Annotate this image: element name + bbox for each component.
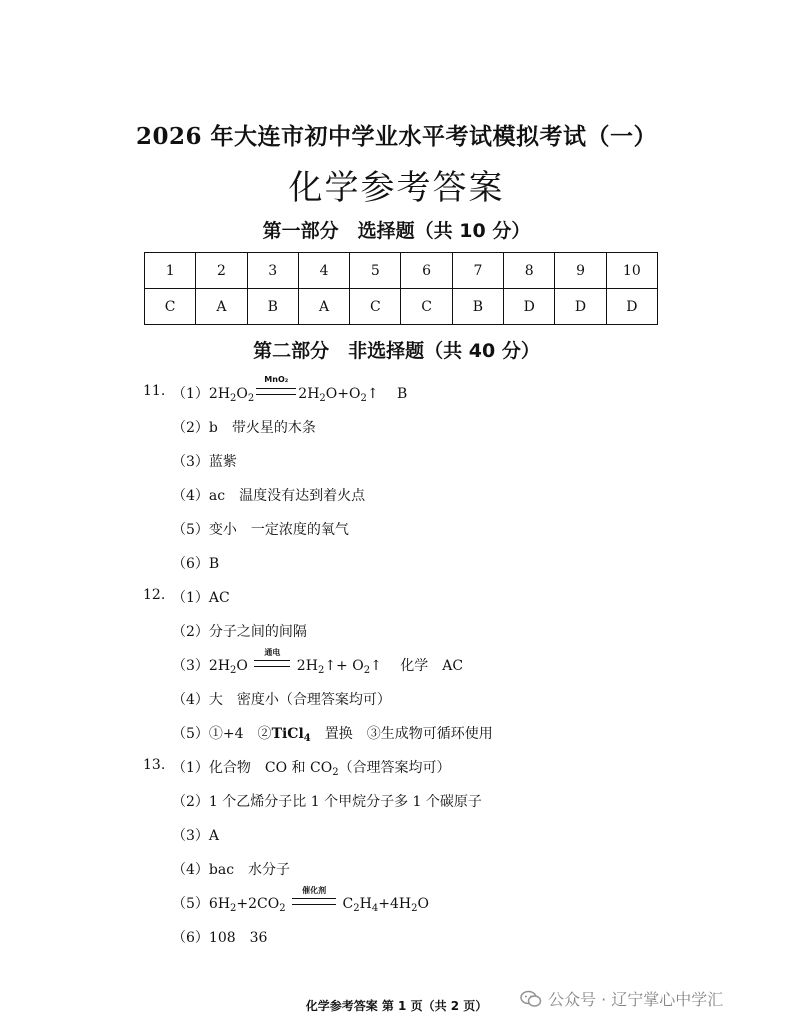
answer-cell: D <box>555 289 606 325</box>
question-number-cell: 4 <box>298 253 349 289</box>
answer-cell: D <box>606 289 657 325</box>
reaction-condition <box>292 886 336 912</box>
question-number-cell: 7 <box>452 253 503 289</box>
q13-sub5: $(5)6H_2+2CO_2$ 催化剂 $C_2H_4+4H_2O$ <box>172 886 429 914</box>
q12-sub5-part-a: ①+4 ② <box>208 726 272 742</box>
q11-sub5: （5）变小 一定浓度的氧气 <box>172 522 349 538</box>
q11-sub3: （3）蓝紫 <box>172 454 237 470</box>
q12-sub3-after: 化学 AC <box>400 658 464 674</box>
answer-cell: A <box>298 289 349 325</box>
question-number-cell: 9 <box>555 253 606 289</box>
q13-sub1: （1）化合物 CO 和 $CO_2$（合理答案均可） <box>172 760 451 778</box>
document-subtitle: 化学参考答案 <box>288 168 505 208</box>
answer-cell: B <box>247 289 298 325</box>
q11-sub1-after: B <box>397 386 408 402</box>
q13-sub1-note: （合理答案均可） <box>338 760 451 776</box>
reaction-condition <box>256 375 296 402</box>
q13-sub6: （6）108 36 <box>172 930 268 946</box>
question-number-cell: 2 <box>196 253 247 289</box>
answer-cell: D <box>504 289 555 325</box>
q13-sub1-label: （1）化合物 CO 和 CO <box>172 760 333 776</box>
answer-table <box>144 252 658 325</box>
question-number-cell: 3 <box>247 253 298 289</box>
question-number-cell: 6 <box>401 253 452 289</box>
part1-heading: 第一部分 选择题（共 10 分） <box>262 220 531 242</box>
q12-sub1: （1）AC <box>172 590 230 606</box>
q12-sub5: （5）①+4 ②TiCl$_4$ 置换 ③生成物可循环使用 <box>172 726 493 744</box>
answer-table-answer-row <box>145 289 658 325</box>
q11-sub2: （2）b 带火星的木条 <box>172 420 316 436</box>
question-number-cell: 1 <box>145 253 196 289</box>
q12-sub3: $(3)2H_2O$ 通电 $2H_2↑+$ $O_2↑$ 化学 AC <box>172 648 464 676</box>
q12-sub4: （4）大 密度小（合理答案均可） <box>172 692 391 708</box>
question-number-cell: 8 <box>504 253 555 289</box>
catalyst-label: 催化剂 <box>302 886 327 895</box>
answer-cell: B <box>452 289 503 325</box>
q12-sub3-label: （3） <box>172 658 209 674</box>
answer-cell: C <box>350 289 401 325</box>
q11-sub1: $(1)2H_2O_2$ MnO₂ $2H_2O+O_2↑$ B <box>172 375 408 404</box>
q11-sub1-label: （1） <box>172 386 209 402</box>
question-number-cell: 5 <box>350 253 401 289</box>
page-footer: 化学参考答案 第 1 页（共 2 页） <box>305 999 488 1013</box>
q12-sub2: （2）分子之间的间隔 <box>172 624 307 640</box>
reaction-condition <box>254 648 290 674</box>
q12-sub5-part-b: 置换 ③生成物可循环使用 <box>324 726 493 742</box>
wechat-icon <box>520 990 542 1008</box>
q12-number: 12. <box>143 587 166 603</box>
q13-sub3: （3）A <box>172 828 220 844</box>
q13-sub5-label: （5） <box>172 896 209 912</box>
q11-sub6: （6）B <box>172 556 220 572</box>
q11-sub4: （4）ac 温度没有达到着火点 <box>172 488 366 504</box>
condition-label: 通电 <box>264 648 281 657</box>
answer-cell: C <box>401 289 452 325</box>
q11-number: 11. <box>143 383 166 399</box>
document-title: 2026 年大连市初中学业水平考试模拟考试（一） <box>135 123 658 150</box>
question-number-cell: 10 <box>606 253 657 289</box>
watermark-text: 公众号 · 辽宁掌心中学汇 <box>548 990 724 1009</box>
catalyst-label: MnO₂ <box>264 375 289 384</box>
q12-sub5-label: （5） <box>172 726 209 742</box>
q13-number: 13. <box>143 757 166 773</box>
q13-sub2: （2）1 个乙烯分子比 1 个甲烷分子多 1 个碳原子 <box>172 794 482 810</box>
part2-heading: 第二部分 非选择题（共 40 分） <box>253 340 540 362</box>
answer-table-number-row <box>145 253 658 289</box>
answer-cell: C <box>145 289 196 325</box>
q13-sub4: （4）bac 水分子 <box>172 862 291 878</box>
answer-cell: A <box>196 289 247 325</box>
watermark <box>520 987 723 1010</box>
